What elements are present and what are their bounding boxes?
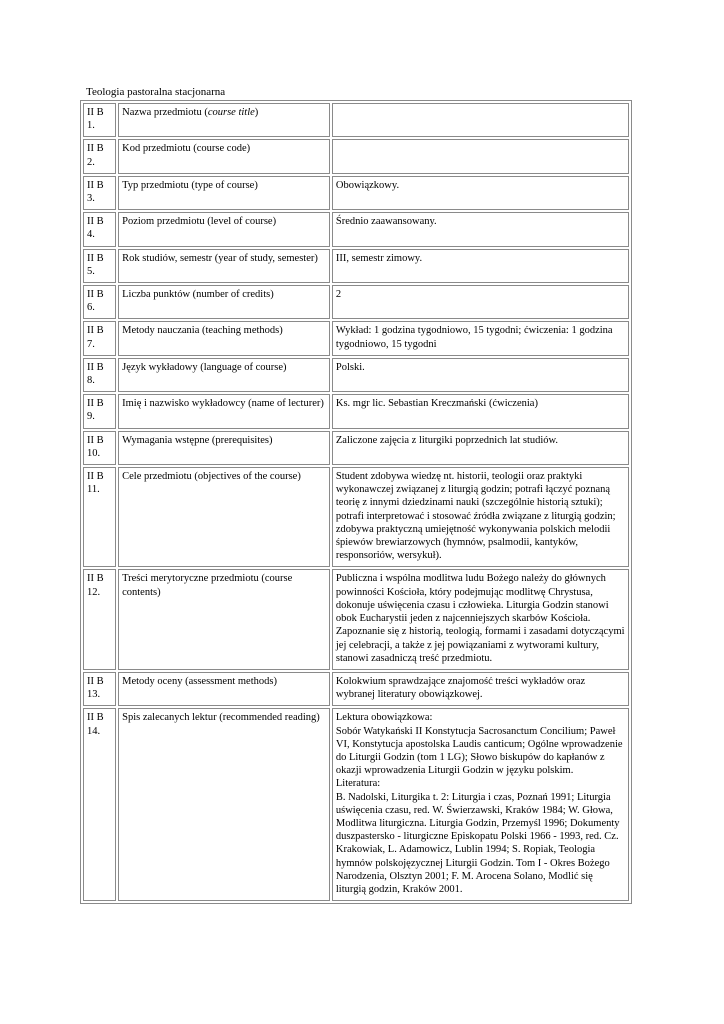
row-label: Kod przedmiotu (course code) bbox=[118, 139, 330, 173]
row-value: Wykład: 1 godzina tygodniowo, 15 tygodni; ćwiczenia: 1 godzina tygodniowo, 15 tygodni bbox=[332, 321, 629, 355]
row-label: Imię i nazwisko wykładowcy (name of lecturer) bbox=[118, 394, 330, 428]
table-row-course-contents bbox=[83, 569, 629, 669]
reading-heading-required: Lektura obowiązkowa: bbox=[335, 712, 433, 724]
row-label-text: Nazwa przedmiotu ( bbox=[122, 107, 208, 118]
row-label: Rok studiów, semestr (year of study, semester) bbox=[118, 249, 330, 283]
row-label: Wymagania wstępne (prerequisites) bbox=[118, 431, 330, 465]
course-syllabus-table bbox=[80, 100, 632, 904]
row-value: Zaliczone zajęcia z liturgiki poprzednich lat studiów. bbox=[332, 431, 629, 465]
table-row-prerequisites bbox=[83, 431, 629, 465]
row-label: Treści merytoryczne przedmiotu (course contents) bbox=[118, 569, 330, 669]
row-code: II B 1. bbox=[83, 103, 116, 137]
row-value: Kolokwium sprawdzające znajomość treści wykładów oraz wybranej literatury obowiązkowej. bbox=[332, 672, 629, 706]
row-value: 2 bbox=[332, 285, 629, 319]
row-label: Metody nauczania (teaching methods) bbox=[118, 321, 330, 355]
row-code: II B 13. bbox=[83, 672, 116, 706]
row-label: Poziom przedmiotu (level of course) bbox=[118, 212, 330, 246]
table-row-assessment bbox=[83, 672, 629, 706]
row-label: Język wykładowy (language of course) bbox=[118, 358, 330, 392]
table-row-teaching-methods bbox=[83, 321, 629, 355]
row-value: Polski. bbox=[332, 358, 629, 392]
row-value: Publiczna i wspólna modlitwa ludu Bożego należy do głównych powinności Kościoła, który podejmując modlitwę Chrystusa, dokonuje uświęcenia czasu i człowieka. Liturgia Godzin stanowi obok Eucharystii jeden z najcenniejszych skarbów Kościoła. Zapoznanie się z historią, teologią, formami i zasadami dotyczącymi jej celebracji, a także z jej powiązaniami z wytworami kultury, stanowi zasadniczą treść przedmiotu. bbox=[332, 569, 629, 669]
table-row-course-type bbox=[83, 176, 629, 210]
row-label-text-end: ) bbox=[254, 107, 259, 118]
row-code: II B 9. bbox=[83, 394, 116, 428]
row-code: II B 11. bbox=[83, 467, 116, 567]
row-value bbox=[332, 103, 629, 137]
row-label: Metody oceny (assessment methods) bbox=[118, 672, 330, 706]
table-row-course-title bbox=[83, 103, 629, 137]
row-code: II B 5. bbox=[83, 249, 116, 283]
row-value bbox=[332, 139, 629, 173]
row-label: Liczba punktów (number of credits) bbox=[118, 285, 330, 319]
table-row-course-code bbox=[83, 139, 629, 173]
row-code: II B 6. bbox=[83, 285, 116, 319]
table-row-course-level bbox=[83, 212, 629, 246]
row-value: III, semestr zimowy. bbox=[332, 249, 629, 283]
row-code: II B 3. bbox=[83, 176, 116, 210]
row-value: Średnio zaawansowany. bbox=[332, 212, 629, 246]
row-code: II B 14. bbox=[83, 708, 116, 901]
row-value-reading bbox=[332, 708, 629, 901]
row-value: Ks. mgr lic. Sebastian Kreczmański (ćwiczenia) bbox=[332, 394, 629, 428]
row-label bbox=[118, 103, 330, 137]
row-code: II B 10. bbox=[83, 431, 116, 465]
row-code: II B 12. bbox=[83, 569, 116, 669]
row-code: II B 7. bbox=[83, 321, 116, 355]
row-label: Typ przedmiotu (type of course) bbox=[118, 176, 330, 210]
row-label: Spis zalecanych lektur (recommended reading) bbox=[118, 708, 330, 901]
reading-required-list: Sobór Watykański II Konstytucja Sacrosanctum Concilium; Paweł VI, Konstytucja apostolska Laudis canticum; Ogólne wprowadzenie do Liturgii Godzin (tom 1 LG); Słowo biskupów do kapłanów z okazji wprowadzenia Liturgii Godzin w języku polskim. bbox=[335, 725, 623, 777]
row-value: Obowiązkowy. bbox=[332, 176, 629, 210]
row-code: II B 2. bbox=[83, 139, 116, 173]
table-row-credits bbox=[83, 285, 629, 319]
table-row-year-semester bbox=[83, 249, 629, 283]
table-row-lecturer bbox=[83, 394, 629, 428]
document-title: Teologia pastoralna stacjonarna bbox=[86, 86, 226, 98]
row-label: Cele przedmiotu (objectives of the course) bbox=[118, 467, 330, 567]
reading-literature-list: B. Nadolski, Liturgika t. 2: Liturgia i czas, Poznań 1991; Liturgia uświęcenia czasu, red. W. Świerzawski, Kraków 1984; W. Głowa, Modlitwa liturgiczna. Liturgia Godzin, Przemyśl 1996; Dokumenty duszpastersko - liturgiczne Episkopatu Polski 1966 - 1993, red. Cz. Krakowiak, L. Adamowicz, Lublin 1994; S. Ropiak, Teologia hymnów polskojęzycznej Liturgii Godzin. Tom I - Okres Bożego Narodzenia, Olsztyn 2001; F. M. Arocena Solano, Modlić się liturgią godzin, Kraków 2001. bbox=[335, 791, 620, 895]
table-row-language bbox=[83, 358, 629, 392]
row-value: Student zdobywa wiedzę nt. historii, teologii oraz praktyki wykonawczej związanej z liturgią godzin; potrafi łączyć poznaną teorię z innymi dziedzinami nauki (szczególnie historią sztuki); potrafi interpretować i stosować źródła związane z liturgią godzin; zdobywa praktyczną umiejętność wykonywania polskich melodii śpiewów brewiarzowych (hymnów, psalmodii, kantyków, responsoriów, wersykuł). bbox=[332, 467, 629, 567]
table-row-objectives bbox=[83, 467, 629, 567]
reading-heading-literature: Literatura: bbox=[335, 778, 381, 790]
row-code: II B 8. bbox=[83, 358, 116, 392]
row-code: II B 4. bbox=[83, 212, 116, 246]
row-label-italic: course title bbox=[207, 107, 255, 118]
table-row-reading bbox=[83, 708, 629, 901]
